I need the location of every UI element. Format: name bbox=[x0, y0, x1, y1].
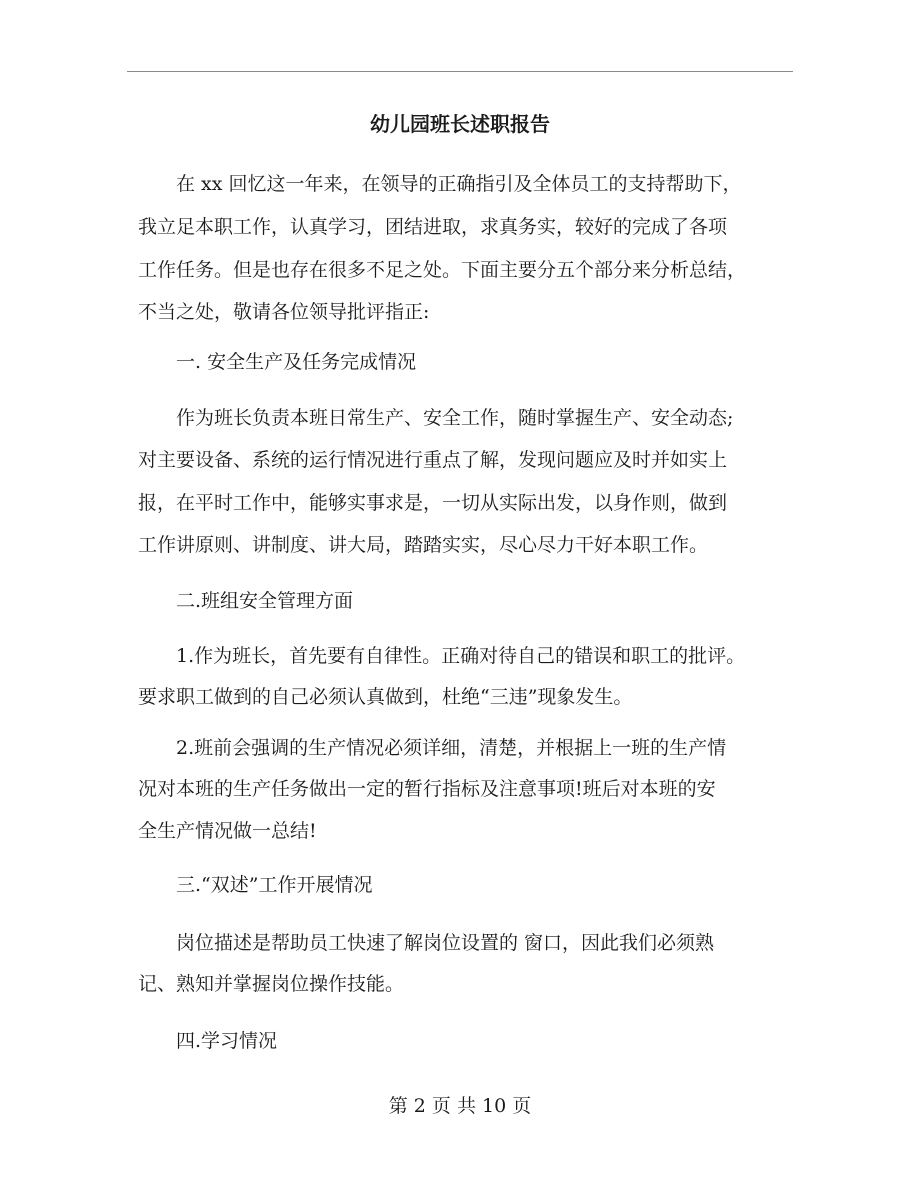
body-line: 对主要设备、系统的运行情况进行重点了解，发现问题应及时并如实上 bbox=[138, 449, 728, 471]
body-line: 况对本班的生产任务做出一定的暂行指标及注意事项!班后对本班的安 bbox=[138, 778, 716, 800]
section-heading: 四.学习情况 bbox=[138, 1030, 278, 1052]
body-line: 1.作为班长，首先要有自律性。正确对待自己的错误和职工的批评。 bbox=[138, 645, 746, 667]
body-line: 2.班前会强调的生产情况必须详细，清楚，并根据上一班的生产情 bbox=[138, 737, 727, 759]
body-line: 全生产情况做一总结! bbox=[138, 820, 317, 842]
document-title: 幼儿园班长述职报告 bbox=[370, 112, 550, 136]
body-line: 岗位描述是帮助员工快速了解岗位设置的 窗口，因此我们必须熟 bbox=[138, 932, 715, 954]
page-number: 第 2 页 共 10 页 bbox=[388, 1095, 532, 1117]
section-heading: 三.“双述”工作开展情况 bbox=[138, 874, 373, 896]
header-rule bbox=[127, 71, 793, 72]
body-line: 我立足本职工作，认真学习，团结进取，求真务实，较好的完成了各项 bbox=[138, 216, 728, 238]
section-heading: 一. 安全生产及任务完成情况 bbox=[138, 351, 417, 373]
body-line: 不当之处，敬请各位领导批评指正: bbox=[138, 301, 430, 323]
body-line: 工作任务。但是也存在很多不足之处。下面主要分五个部分来分析总结， bbox=[138, 259, 747, 281]
body-line: 报，在平时工作中，能够实事求是，一切从实际出发，以身作则，做到 bbox=[138, 492, 728, 514]
body-line: 要求职工做到的自己必须认真做到，杜绝“三违”现象发生。 bbox=[138, 686, 633, 708]
body-line: 作为班长负责本班日常生产、安全工作，随时掌握生产、安全动态; bbox=[138, 407, 734, 429]
body-line: 记、熟知并掌握岗位操作技能。 bbox=[138, 973, 405, 995]
body-line: 在 xx 回忆这一年来，在领导的正确指引及全体员工的支持帮助下， bbox=[138, 173, 742, 195]
body-line: 工作讲原则、讲制度、讲大局，踏踏实实，尽心尽力干好本职工作。 bbox=[138, 534, 709, 556]
section-heading: 二.班组安全管理方面 bbox=[138, 590, 354, 612]
